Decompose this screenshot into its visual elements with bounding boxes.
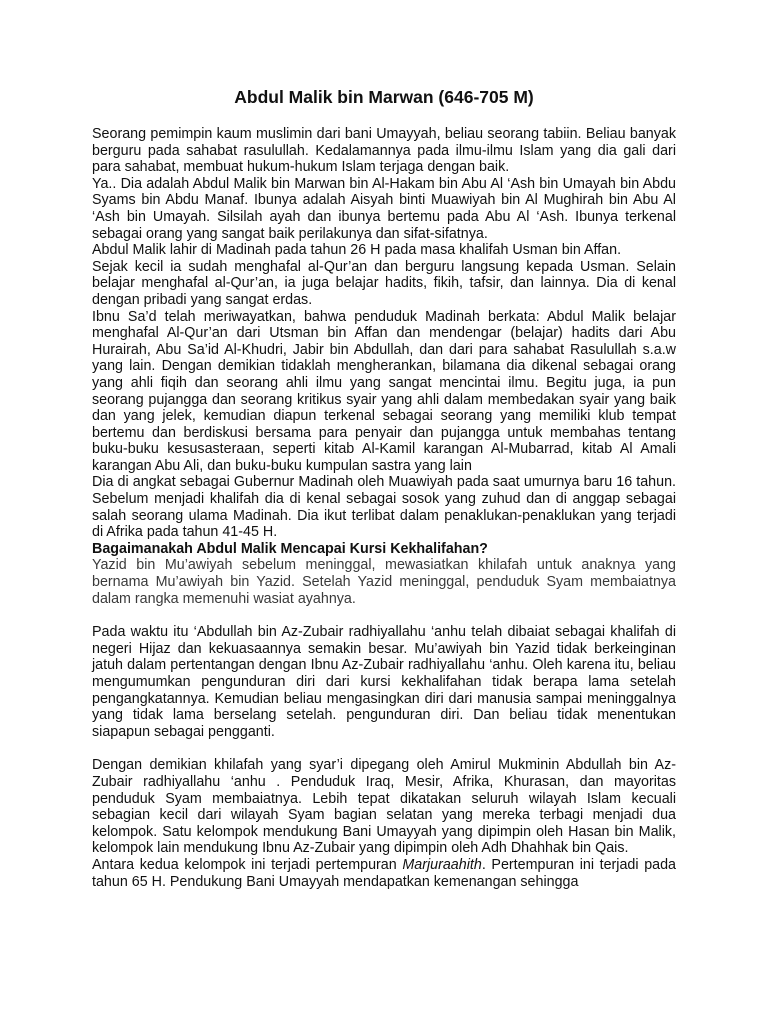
- paragraph: Seorang pemimpin kaum muslimin dari bani Umayyah, beliau seorang tabiin. Beliau banyak berguru pada sahabat rasulullah. Kedalamannya pada ilmu-ilmu Islam yang dia gali dari para sahabat, membuat hukum-hukum Islam terjaga dengan baik.: [92, 126, 676, 176]
- paragraph-last: [92, 857, 676, 890]
- paragraph: Ibnu Sa’d telah meriwayatkan, bahwa penduduk Madinah berkata: Abdul Malik belajar menghafal Al-Qur’an dari Utsman bin Affan dan mendengar (belajar) hadits dari Abu Hurairah, Abu Sa’id Al-Khudri, Jabir bin Abdullah, dan dari para sahabat Rasulullah s.a.w yang lain. Dengan demikian tidaklah mengherankan, bilamana dia dikenal sebagai orang yang ahli fiqih dan seorang ahli ilmu yang sangat mencintai ilmu. Begitu juga, ia pun seorang pujangga dan seorang kritikus syair yang ahli dalam membedakan syair yang baik dan yang jelek, kemudian diapun terkenal sebagai seorang yang memiliki klub tempat bertemu dan berdiskusi bersama para penyair dan pujangga untuk membahas tentang buku-buku kesusasteraan, seperti kitab Al-Kamil karangan Al-Mubarrad, kitab Al Amali karangan Abu Ali, dan buku-buku kumpulan sastra yang lain: [92, 308, 676, 474]
- paragraph: Sejak kecil ia sudah menghafal al-Qur’an dan berguru langsung kepada Usman. Selain belajar menghafal al-Qur’an, ia juga belajar hadits, fikih, tafsir, dan lainnya. Dia di kenal dengan pribadi yang sangat erdas.: [92, 258, 676, 308]
- paragraph-gap: [92, 607, 676, 624]
- paragraph-gap: [92, 740, 676, 757]
- paragraph-text: Antara kedua kelompok ini terjadi pertempuran: [92, 856, 403, 873]
- emphasis-text: Marjuraahith: [402, 856, 482, 873]
- paragraph: Dia di angkat sebagai Gubernur Madinah oleh Muawiyah pada saat umurnya baru 16 tahun. Sebelum menjadi khalifah dia di kenal sebagai sosok yang zuhud dan di anggap sebagai salah seorang ulama Madinah. Dia ikut terlibat dalam penaklukan-penaklukan yang terjadi di Afrika pada tahun 41-45 H.: [92, 474, 676, 541]
- paragraph: Abdul Malik lahir di Madinah pada tahun 26 H pada masa khalifah Usman bin Affan.: [92, 242, 622, 259]
- paragraph: Dengan demikian khilafah yang syar’i dipegang oleh Amirul Mukminin Abdullah bin Az-Zubair radhiyallahu ‘anhu . Penduduk Iraq, Mesir, Afrika, Khurasan, dan mayoritas penduduk Syam membaiatnya. Lebih tepat dikatakan seluruh wilayah Islam kecuali sebagian kecil dari wilayah Syam bagian selatan yang mereka terbagi menjadi dua kelompok. Satu kelompok mendukung Bani Umayyah yang dipimpin oleh Hasan bin Malik, kelompok lain mendukung Ibnu Az-Zubair yang dipimpin oleh Adh Dhahhak bin Qais.: [92, 757, 676, 857]
- document-title: Abdul Malik bin Marwan (646-705 M): [234, 87, 534, 107]
- paragraph-text: . Pertempuran ini terjadi pada tahun 65 H. Pendukung Bani Umayyah mendapatkan kemenangan sehingga: [92, 856, 676, 890]
- paragraph: Pada waktu itu ‘Abdullah bin Az-Zubair radhiyallahu ‘anhu telah dibaiat sebagai khalifah di negeri Hijaz dan kekuasaannya semakin besar. Mu’awiyah bin Yazid tidak berkeinginan jatuh dalam pertentangan dengan Ibnu Az-Zubair radhiyallahu ‘anhu. Oleh karena itu, beliau mengumumkan pengunduran diri dari kursi kekhalifahan tidak berapa lama setelah pengangkatannya. Kemudian beliau mengasingkan diri dari manusia sampai meninggalnya yang tidak lama berselang setelah. pengunduran diri. Dan beliau tidak menentukan siapapun sebagai pengganti.: [92, 624, 676, 740]
- paragraph: Yazid bin Mu’awiyah sebelum meninggal, mewasiatkan khilafah untuk anaknya yang bernama Mu’awiyah bin Yazid. Setelah Yazid meninggal, penduduk Syam membaiatnya dalam rangka memenuhi wasiat ayahnya.: [92, 557, 676, 607]
- section-heading: Bagaimanakah Abdul Malik Mencapai Kursi Kekhalifahan?: [92, 540, 488, 557]
- paragraph: Ya.. Dia adalah Abdul Malik bin Marwan bin Al-Hakam bin Abu Al ‘Ash bin Umayah bin Abdu Syams bin Abdu Manaf. Ibunya adalah Aisyah binti Muawiyah bin Al Mughirah bin Abu Al ‘Ash bin Umayah. Silsilah ayah dan ibunya bertemu pada Abu Al ‘Ash. Ibunya terkenal sebagai orang yang sangat baik perilakunya dan sifat-sifatnya.: [92, 175, 676, 242]
